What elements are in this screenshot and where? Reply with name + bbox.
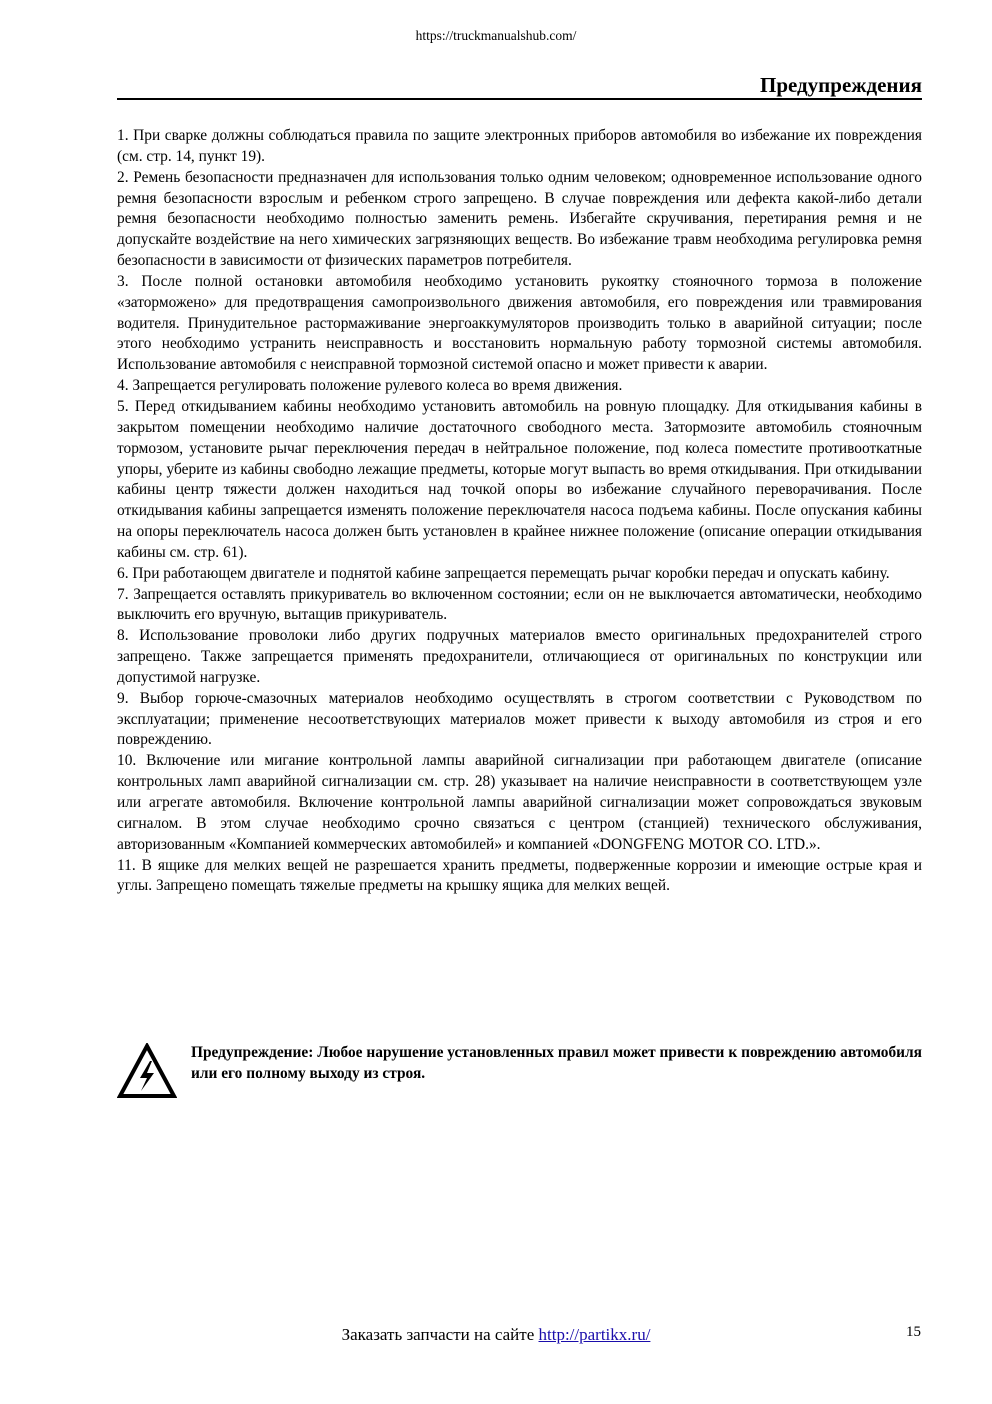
list-item: 8. Использование проволоки либо других подручных материалов вместо оригинальных предохранителей строго запрещено. Также запрещается применять предохранители, отличающиеся от оригинальных по конструкции или допустимой нагрузке. (117, 627, 922, 686)
title-divider (117, 98, 922, 100)
list-item: 11. В ящике для мелких вещей не разрешается хранить предметы, подверженные коррозии и имеющие острые края и углы. Запрещено помещать тяжелые предметы на крышку ящика для мелких вещей. (117, 856, 922, 895)
list-item: 3. После полной остановки автомобиля необходимо установить рукоятку стояночного тормоза в положение «заторможено» для предотвращения самопроизвольного движения автомобиля, его повреждения или травмирования водителя. Принудительное растормаживание энергоаккумуляторов производить только в аварийной ситуации; после этого необходимо устранить неисправность и восстановить нормальную работу тормозной системы автомобиля. Использование автомобиля с неисправной тормозной системой опасно и может привести к аварии. (117, 272, 922, 374)
list-item: 5. Перед откидыванием кабины необходимо установить автомобиль на ровную площадку. Для откидывания кабины в закрытом помещении необходимо наличие достаточного свободного места. Затормозите автомобиль стояночным тормозом, установите рычаг переключения передач в нейтральное положение, под колеса поместите противооткатные упоры, уберите из кабины свободно лежащие предметы, которые могут выпасть во время откидывания. При откидывании кабины центр тяжести должен находиться над точкой опоры во избежание случайного переворачивания. После откидывания кабины запрещается изменять положение переключателя насоса подъема кабины. После опускания кабины на опоры переключатель насоса должен быть установлен в крайнее нижнее положение (описание операции откидывания кабины см. стр. 61). (117, 397, 922, 561)
parts-link[interactable]: http://partikx.ru/ (538, 1325, 651, 1344)
footer-text: Заказать запчасти на сайте (341, 1325, 539, 1344)
page-number: 15 (906, 1324, 921, 1340)
footer (0, 1325, 992, 1345)
list-item: 6. При работающем двигателе и поднятой кабине запрещается перемещать рычаг коробки передач и опускать кабину. (117, 564, 890, 582)
list-item: 9. Выбор горюче-смазочных материалов необходимо осуществлять в строгом соответствии с Руководством по эксплуатации; применение несоответствующих материалов может привести к выходу автомобиля из строя и его повреждению. (117, 689, 922, 749)
list-item: 1. При сварке должны соблюдаться правила по защите электронных приборов автомобиля во избежание их повреждения (см. стр. 14, пункт 19). (117, 127, 922, 165)
high-voltage-warning-icon (117, 1043, 177, 1099)
warnings-list (117, 126, 922, 897)
warning-text: Предупреждение: Любое нарушение установленных правил может привести к повреждению автомобиля или его полному выходу из строя. (191, 1044, 922, 1082)
list-item: 10. Включение или мигание контрольной лампы аварийной сигнализации при работающем двигателе (описание контрольных ламп аварийной сигнализации см. стр. 28) указывает на наличие неисправности в соответствующем узле или агрегате автомобиля. Включение контрольной лампы аварийной сигнализации может сопровождаться звуковым сигналом. В этом случае необходимо срочно связаться с центром (станцией) технического обслуживания, авторизованным «Компанией коммерческих автомобилей» и компанией «DONGFENG MOTOR CO. LTD.». (117, 752, 922, 853)
list-item: 2. Ремень безопасности предназначен для использования только одним человеком; одновременное использование одного ремня безопасности взрослым и ребенком строго запрещено. В случае повреждения или дефекта какой-либо детали ремня безопасности необходимо полностью заменить ремень. Избегайте скручивания, перетирания ремня и не допускайте воздействие на него химических загрязняющих веществ. Во избежание травм необходима регулировка ремня безопасности в зависимости от физических параметров потребителя. (117, 168, 922, 270)
page-title: Предупреждения (759, 73, 922, 97)
list-item: 4. Запрещается регулировать положение рулевого колеса во время движения. (117, 377, 623, 395)
list-item: 7. Запрещается оставлять прикуриватель во включенном состоянии; если он не выключается автоматически, необходимо выключить его вручную, вытащив прикуриватель. (117, 585, 922, 624)
header-url: https://truckmanualshub.com/ (415, 28, 577, 43)
warning-note (117, 1040, 922, 1110)
